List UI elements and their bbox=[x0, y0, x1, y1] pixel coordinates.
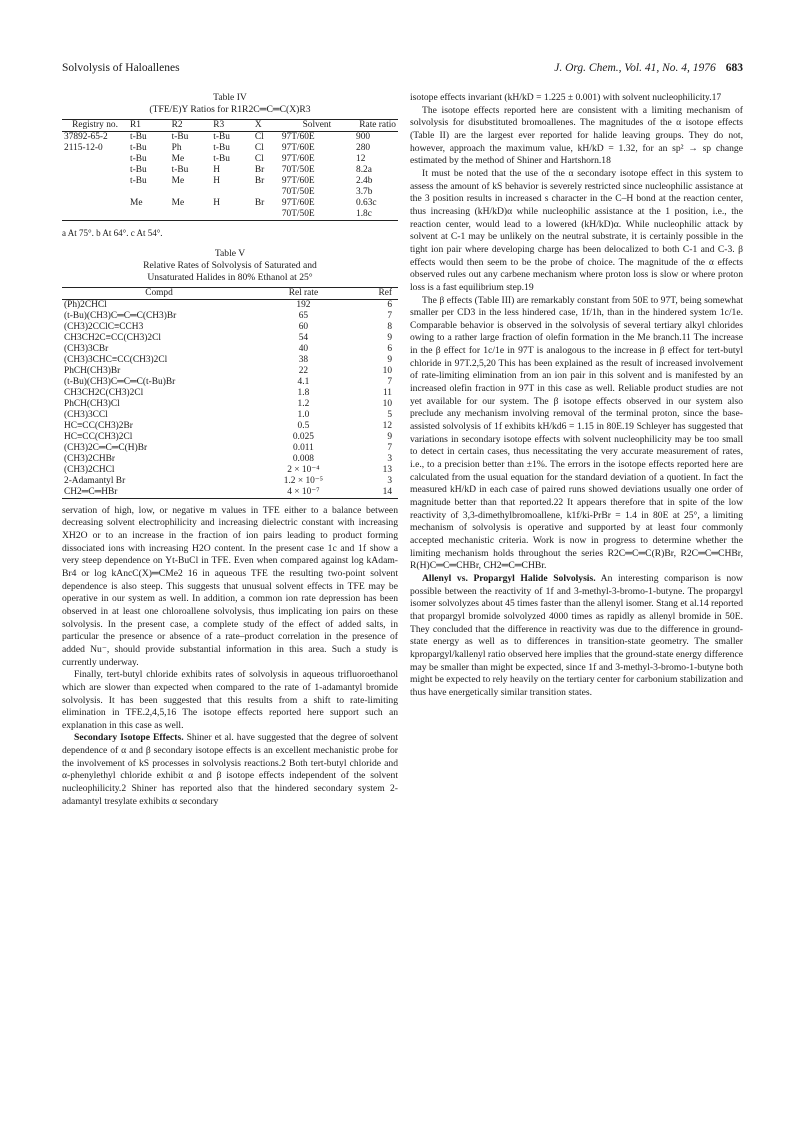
table4-row bbox=[62, 187, 398, 198]
table4-cell: 2.4b bbox=[356, 176, 373, 186]
table5-cell: HC≡CC(CH3)2Cl bbox=[64, 431, 133, 442]
table4-cell bbox=[170, 187, 212, 198]
table5-cell: (CH3)2C═C═C(H)Br bbox=[64, 442, 148, 453]
table5-cell: 54 bbox=[298, 332, 309, 343]
table4 bbox=[62, 119, 398, 221]
left-paragraph-1: servation of high, low, or negative m values in TFE either to a balance between decreasing solvent electrophilicity and increasing dielectric constant with increasing XH2O or to an increase in the fraction of ion pairs leading to product forming dissociated ions with increasing H2O content. In the present case 1c and 1f show a very steep dependence on Yt-BuCl in TFE. Even when compared against log kAdam-Br4 or log kAncC(X)═CMe2 16 in aqueous TFE the resulting two-point solvent dependence is also steep. This suggests that unusual solvent effects in TFE may be operative in our system as well. In addition, a common ion rate depression has been observed in at least one chloroallene solvolysis, thus implicating ion pairs on these solvolysis. In the present case, a complete study of the effect of added salts, in particular the presence or absence of a rate–product correlation in the presence of added Nu⁻, should provide substantial information in this area. Such a study is currently underway. bbox=[62, 504, 398, 668]
table4-cell: 70T/50E bbox=[281, 187, 315, 197]
table5-row bbox=[62, 377, 398, 388]
left-paragraph-2: Finally, tert-butyl chloride exhibits rates of solvolysis in aqueous trifluoroethanol which are slower than expected when compared to the rate of 1-adamantyl bromide solvolysis. It has been suggested that this results from a shift to rate-limiting elimination in TFE.2,4,5,16 The isotope effects reported here support such an explanation in this case as well. bbox=[62, 669, 398, 731]
left-paragraph-3 bbox=[62, 732, 398, 808]
table5-cell: 4.1 bbox=[297, 376, 310, 387]
table4-cell: H bbox=[213, 165, 221, 175]
table5-header: Ref bbox=[378, 287, 392, 298]
table5-cell: (CH3)3CBr bbox=[64, 343, 109, 354]
table5-cell: 38 bbox=[298, 354, 309, 365]
table5-cell: (CH3)3CCl bbox=[64, 409, 108, 420]
table5-row bbox=[62, 322, 398, 333]
table4-cell bbox=[128, 209, 170, 221]
table5-cell: 1.0 bbox=[297, 409, 310, 420]
table5-cell: 1.8 bbox=[297, 387, 310, 398]
table4-cell: Br bbox=[254, 176, 265, 186]
right-paragraph-4 bbox=[410, 573, 743, 700]
table5-cell: 0.025 bbox=[292, 431, 314, 442]
page-number: 683 bbox=[725, 62, 743, 74]
table4-cell: t-Bu bbox=[130, 165, 147, 175]
table5-cell: 11 bbox=[382, 387, 392, 398]
table5-row bbox=[62, 355, 398, 366]
table5-cell: 60 bbox=[298, 321, 309, 332]
table5-cell: 0.008 bbox=[292, 453, 314, 464]
table5-cell: 4 × 10⁻⁷ bbox=[287, 486, 320, 497]
table4-cell: Me bbox=[171, 154, 185, 164]
table5-cell: 2-Adamantyl Br bbox=[64, 475, 126, 486]
table5-row bbox=[62, 333, 398, 344]
table5-cell: 6 bbox=[387, 343, 392, 354]
table5-row bbox=[62, 465, 398, 476]
table4-cell bbox=[253, 187, 280, 198]
table5-row bbox=[62, 399, 398, 410]
table5-row bbox=[62, 454, 398, 465]
table4-row bbox=[62, 132, 398, 144]
table4-cell: 97T/60E bbox=[281, 176, 315, 186]
right-paragraph-4-body: An interesting comparison is now possible between the reactivity of 1f and 3-methyl-3-bromo-1-butyne. The propargyl isomer solvolyzes about 45 times faster than the allenyl isomer. Stang et al.14 reported that propargyl bromide solvolyzed 4000 times as rapidly as allenyl bromide in 50E. They concluded that the difference in reactivity was due to the difference in ground-state energy as well as to differences in transition-state geometry. The smaller kpropargyl/kallenyl ratio observed here implies that the ground-state energy difference may be smaller than might be expected, since 1f and 3-methyl-3-bromo-1-butyne both might be expected to rely heavily on the tertiary center for carbonium stabilization and thus have energetically similar transition states. bbox=[410, 572, 743, 698]
table5-cell: 9 bbox=[387, 332, 392, 343]
table4-cell: Ph bbox=[171, 143, 182, 153]
table4-header: Rate ratio bbox=[359, 120, 396, 130]
table5-cell: 65 bbox=[298, 310, 309, 321]
table5-cell: 14 bbox=[382, 486, 392, 497]
table4-cell: t-Bu bbox=[130, 154, 147, 164]
table4-cell: 8.2a bbox=[356, 165, 372, 175]
table5-row bbox=[62, 432, 398, 443]
table4-cell: t-Bu bbox=[130, 132, 147, 142]
table4-cell: Cl bbox=[254, 143, 264, 153]
left-column bbox=[62, 92, 398, 808]
table4-header: R2 bbox=[171, 120, 183, 130]
table4-cell bbox=[62, 187, 128, 198]
table4-cell: H bbox=[213, 176, 221, 186]
table4-cell: Me bbox=[130, 198, 143, 208]
table5-cell: 12 bbox=[382, 420, 392, 431]
table5-cell: 3 bbox=[387, 453, 392, 464]
table5-row bbox=[62, 476, 398, 487]
table5-row bbox=[62, 388, 398, 399]
table4-cell: 1.8c bbox=[356, 209, 372, 219]
table4-cell: Br bbox=[254, 198, 265, 208]
table4-footnote: a At 75°. b At 64°. c At 54°. bbox=[62, 228, 163, 238]
table4-title: Table IV bbox=[213, 92, 247, 103]
table5-row bbox=[62, 410, 398, 421]
table4-header: R1 bbox=[130, 120, 141, 130]
table4-cell: t-Bu bbox=[130, 143, 147, 153]
table4-cell: 37892-65-2 bbox=[64, 132, 108, 142]
table5-row bbox=[62, 443, 398, 454]
table4-cell: 900 bbox=[356, 132, 371, 142]
table5-cell: (t-Bu)(CH3)C═C═C(CH3)Br bbox=[64, 310, 177, 321]
table5-cell: (CH3)2CHCl bbox=[64, 464, 115, 475]
table4-cell bbox=[62, 154, 128, 165]
table4-cell: Cl bbox=[254, 154, 264, 164]
table4-cell: 70T/50E bbox=[281, 165, 315, 175]
table5-header: Compd bbox=[145, 287, 173, 298]
table5-cell: 22 bbox=[298, 365, 309, 376]
table4-cell bbox=[211, 209, 253, 221]
table4-header: Registry no. bbox=[72, 120, 118, 130]
table4-cell: 97T/60E bbox=[281, 132, 315, 142]
table4-row bbox=[62, 165, 398, 176]
table4-cell bbox=[62, 176, 128, 187]
table4-cell: t-Bu bbox=[213, 154, 230, 164]
right-paragraph-3: The β effects (Table III) are remarkably constant from 50E to 97T, being somewhat smaller per CD3 in the less hindered case, 1f/1h, than in the hindered system 1c/1e. Comparable behavior is observed in the solvolysis of several tertiary alkyl chlorides owing to a rather large fraction of olefin formation in the Me branch.11 The increase in the β effect for 1c/1e in 97T is analogous to the increase in β effect for tert-butyl chloride in 97T.2,5,20 This has been explained as the result of increased involvement of rate-limiting elimination from an ion pair in this solvent and is manifested by an increased olefin fraction in 97T in this case as well. Reliable product studies are not yet available for our system. The β isotope effects observed in our system also preclude any mechanism involving removal of the terminal proton, since the base-assisted solvolysis of 1f exhibits kH/kd6 = 1.15 in 80E.19 Schleyer has suggested that variations in secondary isotope effects with solvent nucleophilicity may be too small to detect in certain cases, thus necessitating the very accurate measurement of rates, i.e., to a precision better than ±1%. The errors in the isotope effects reported here are calculated from the usual equation for the standard deviation of a quotient. In fact the measured kH/kD in each case of paired runs showed deviations usually one order of magnitude better than that reported.22 It appears therefore that in spite of the low reactivity of 3,3-dimethylbromoallene, k1f/ki-PrBr = 1.4 in 80E at 25°, a limiting mechanism of solvolysis is operative and supported by at least four commonly accepted mechanistic criteria. Work is now in progress to determine whether the limiting mechanism holds throughout the series R2C═C═C(R)Br, R2C═C═CHBr, R(H)C═C═CHBr, CH2═C═CHBr. bbox=[410, 294, 743, 572]
section-heading-isotope: Secondary Isotope Effects. bbox=[74, 732, 184, 744]
table4-cell: Me bbox=[171, 176, 185, 186]
table4-cell bbox=[62, 198, 128, 209]
table5-cell: 0.5 bbox=[297, 420, 310, 431]
journal-citation bbox=[554, 62, 743, 74]
table5-title: Table V bbox=[214, 247, 246, 259]
table5-cell: 0.011 bbox=[293, 442, 314, 453]
table5-header-row bbox=[62, 287, 398, 299]
table5-cell: CH3CH2C≡CC(CH3)2Cl bbox=[64, 332, 161, 343]
left-paragraph-3-body: Shiner et al. have suggested that the degree of solvent dependence of α and β secondary isotope effects is an excellent mechanistic probe for the involvement of kS processes in solvolysis reactions.2 Both tert-butyl chloride and α-phenylethyl chloride exhibit α and β isotope effects independent of the solvent nucleophilicity.2 Shiner has reported also that the hindered secondary system 2-adamantyl tresylate exhibits α secondary bbox=[62, 732, 398, 807]
table4-cell: Br bbox=[254, 165, 265, 175]
table4-cell: t-Bu bbox=[213, 143, 230, 153]
table5-cell: 7 bbox=[387, 310, 392, 321]
table4-cell: t-Bu bbox=[130, 176, 147, 186]
table5-row bbox=[62, 344, 398, 355]
table4-cell: 97T/60E bbox=[281, 143, 315, 153]
table5 bbox=[62, 287, 398, 499]
table4-cell: H bbox=[213, 198, 221, 208]
table5-cell: PhCH(CH3)Cl bbox=[64, 398, 120, 409]
table5-cell: 40 bbox=[298, 343, 309, 354]
table5-cell: 9 bbox=[387, 354, 392, 365]
table5-caption-line2: Unsaturated Halides in 80% Ethanol at 25° bbox=[147, 271, 313, 283]
table5-cell: 1.2 × 10⁻⁵ bbox=[283, 475, 324, 486]
table5-row bbox=[62, 366, 398, 377]
running-title: Solvolysis of Haloallenes bbox=[62, 62, 180, 74]
table5-row bbox=[62, 299, 398, 311]
table4-cell: 3.7b bbox=[356, 187, 373, 197]
table4-cell: Cl bbox=[254, 132, 264, 142]
table5-cell: 192 bbox=[296, 299, 311, 310]
table5-row bbox=[62, 311, 398, 322]
table4-header: Solvent bbox=[302, 120, 332, 130]
right-column bbox=[410, 92, 743, 700]
table5-cell: CH2═C═HBr bbox=[64, 486, 118, 497]
table5-cell: (CH3)3CHC≡CC(CH3)2Cl bbox=[64, 354, 168, 365]
journal-ref: J. Org. Chem., Vol. 41, No. 4, 1976 bbox=[554, 62, 716, 74]
table5-cell: 13 bbox=[382, 464, 392, 475]
table4-cell: 280 bbox=[356, 143, 371, 153]
section-heading-allenyl: Allenyl vs. Propargyl Halide Solvolysis. bbox=[422, 572, 596, 584]
table4-row bbox=[62, 143, 398, 154]
table4-cell bbox=[170, 209, 212, 221]
table5-cell: 5 bbox=[387, 409, 392, 420]
table4-caption: (TFE/E)Y Ratios for R1R2C═C═C(X)R3 bbox=[149, 104, 311, 115]
table5-cell: (CH3)2CHBr bbox=[64, 453, 116, 464]
right-paragraph-1: The isotope effects reported here are consistent with a limiting mechanism of solvolysis for disubstituted bromoallenes. The magnitudes of the α isotope effects (Table II) are the largest ever reported for halide leaving groups. They do not, however, approach the maximum value, kH/kD = 1.32, for an sp² → sp change estimated by the method of Shiner and Hartshorn.18 bbox=[410, 104, 743, 167]
table4-cell: t-Bu bbox=[171, 132, 189, 142]
table5-cell: 8 bbox=[387, 321, 392, 332]
table4-cell: 70T/50E bbox=[281, 209, 315, 219]
table5-cell: 3 bbox=[387, 475, 392, 486]
table5-row bbox=[62, 487, 398, 499]
table4-cell bbox=[211, 187, 253, 198]
table5-row bbox=[62, 421, 398, 432]
table5-cell: CH3CH2C(CH3)2Cl bbox=[64, 387, 144, 398]
table4-cell: 97T/60E bbox=[281, 154, 315, 164]
table4-header: R3 bbox=[213, 120, 225, 130]
table4-cell: t-Bu bbox=[213, 132, 230, 142]
table4-row bbox=[62, 176, 398, 187]
table5-cell: (Ph)2CHCl bbox=[64, 299, 107, 310]
table5-cell: HC≡CC(CH3)2Br bbox=[64, 420, 133, 431]
table4-cell bbox=[253, 209, 280, 221]
table5-header: Rel rate bbox=[288, 287, 319, 298]
table5-cell: 6 bbox=[387, 299, 392, 310]
table4-cell: 0.63c bbox=[356, 198, 377, 208]
table4-cell: Me bbox=[171, 198, 185, 208]
right-paragraph-2: It must be noted that the use of the α secondary isotope effect in this system to assess the amount of kS behavior is severely restricted since nucleophilic assistance at the 3 position results in increased s character in the C–H bond at the reaction center, thus increasing (kH/kD)α while nucleophilic assistance at the 1 position, i.e., the reaction center, would lead to a lowered (kH/kD)α. While nucleophilic attack by solvent at C-1 may be unlikely on the neutral substrate, it is certainly possible in the tight ion pair where developing charge has been delocalized to both C-1 and C-3. β effects would then seem to be the probe of choice. The magnitude of the α effects observed rules out any carbene mechanism where proton loss is slow or where proton loss is a fast equilibrium step.19 bbox=[410, 167, 743, 293]
table5-cell: 10 bbox=[382, 398, 392, 409]
table4-cell: 12 bbox=[356, 154, 366, 164]
table4-cell bbox=[128, 187, 170, 198]
table4-cell bbox=[62, 209, 128, 221]
running-header bbox=[62, 62, 743, 78]
table5-cell: 7 bbox=[387, 376, 392, 387]
table4-header-row bbox=[62, 120, 398, 132]
table5-cell: 1.2 bbox=[297, 398, 310, 409]
table4-cell: 97T/60E bbox=[281, 198, 315, 208]
table5-cell: PhCH(CH3)Br bbox=[64, 365, 121, 376]
table5-cell: 10 bbox=[382, 365, 392, 376]
table5-cell: 2 × 10⁻⁴ bbox=[287, 464, 320, 475]
table4-header: X bbox=[254, 120, 262, 130]
table4-cell: t-Bu bbox=[171, 165, 189, 175]
table5-cell: 9 bbox=[387, 431, 392, 442]
table5-cell: (CH3)2CClC≡CCH3 bbox=[64, 321, 144, 332]
table5-cell: (t-Bu)(CH3)C═C═C(t-Bu)Br bbox=[64, 376, 176, 387]
table4-cell: 2115-12-0 bbox=[64, 143, 103, 153]
table5-cell: 7 bbox=[387, 442, 392, 453]
table4-row bbox=[62, 209, 398, 221]
table5-caption-line1: Relative Rates of Solvolysis of Saturated and bbox=[143, 259, 317, 271]
table4-row bbox=[62, 154, 398, 165]
table4-cell bbox=[62, 165, 128, 176]
right-paragraph-0: isotope effects invariant (kH/kD = 1.225 ± 0.001) with solvent nucleophilicity.17 bbox=[410, 92, 722, 103]
table4-row bbox=[62, 198, 398, 209]
